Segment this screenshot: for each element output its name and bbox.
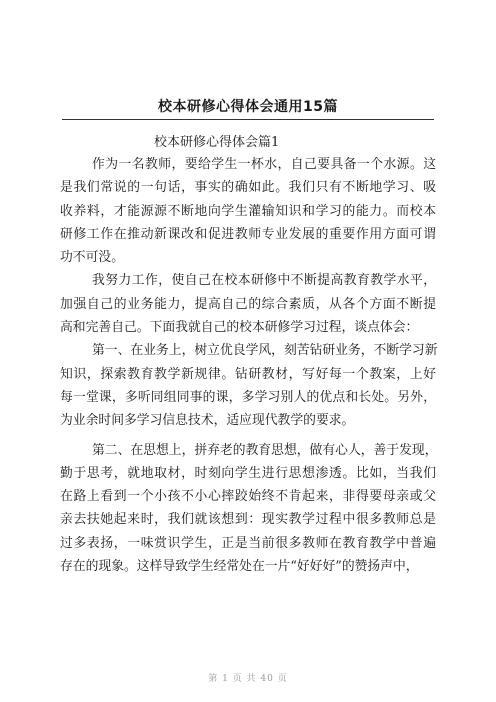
paragraph-line: 研修工作在推动新课改和促进教师专业发展的重要作用方面可谓 [60, 226, 436, 242]
page-footer: 第 1 页 共 40 页 [208, 674, 288, 684]
document-body [60, 153, 436, 578]
paragraph-line: 勤于思考，就地取材，时刻向学生进行思想渗透。比如，当我们 [60, 465, 436, 481]
paragraph-line: 每一堂课，多听同组同事的课，多学习别人的优点和长处。另外， [60, 389, 436, 405]
title-divider [62, 119, 434, 120]
paragraph-line: 在路上看到一个小孩不小心摔跤始终不肯起来，非得要母亲或父 [60, 489, 436, 505]
paragraph-line: 作为一名教师，要给学生一杯水，自己要具备一个水源。这 [92, 157, 436, 172]
paragraph-line: 存在的现象。这样导致学生经常处在一片“好好好”的赞扬声中， [60, 559, 419, 575]
paragraph-line: 是我们常说的一句话，事实的确如此。我们只有不断地学习、吸 [60, 180, 436, 196]
paragraph-line: 功不可没。 [60, 250, 124, 266]
paragraph-line: 知识，探索教育教学新规律。钻研教材，写好每一个教案，上好 [60, 366, 436, 382]
paragraph-line: 第二、在思想上，拼弃老的教育思想，做有心人，善于发现， [92, 442, 438, 458]
paragraph-line: 高和完善自己。下面我就自己的校本研修学习过程，谈点体会： [60, 320, 419, 336]
paragraph-line: 过多表扬，一味赏识学生，正是当前很多教师在教育教学中普遍 [60, 535, 436, 551]
document-title: 校本研修心得体会通用15篇 [158, 99, 338, 115]
paragraph-line: 为业余时间多学习信息技术，适应现代教学的要求。 [60, 413, 355, 429]
paragraph-line: 亲去扶她起来时，我们就该想到：现实教学过程中很多教师总是 [60, 512, 436, 528]
section-subtitle: 校本研修心得体会篇1 [154, 135, 280, 150]
paragraph-line: 第一、在业务上，树立优良学风，刻苦钻研业务，不断学习新 [92, 343, 438, 359]
paragraph-line: 收养料，才能源源不断地向学生灌输知识和学习的能力。而校本 [60, 203, 436, 219]
paragraph-line: 加强自己的业务能力，提高自己的综合素质，从各个方面不断提 [60, 296, 436, 312]
paragraph-line: 我努力工作，使自己在校本研修中不断提高教育教学水平， [92, 273, 436, 289]
